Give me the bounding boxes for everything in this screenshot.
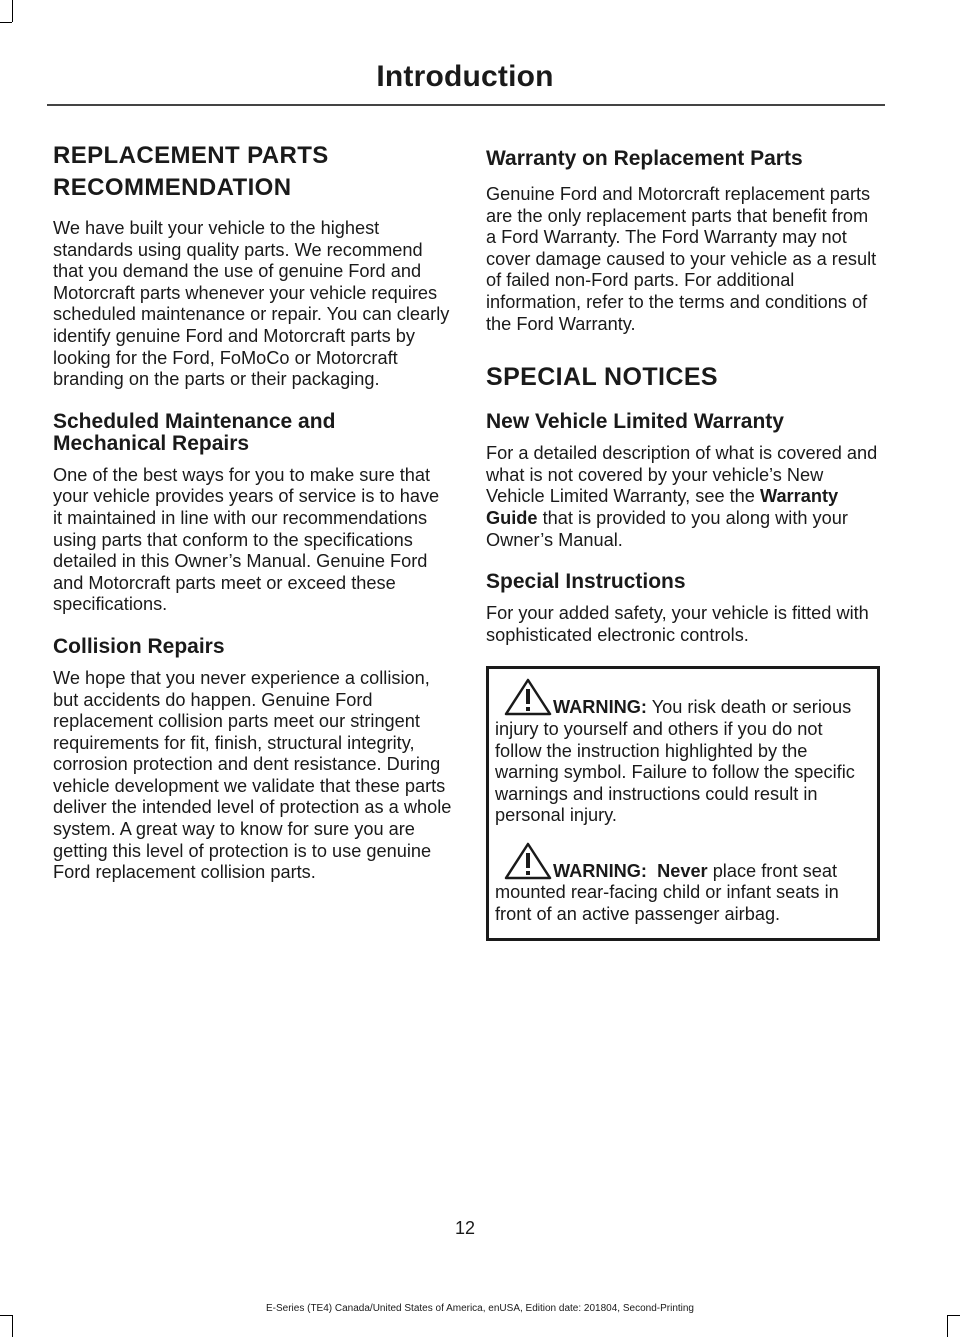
heading-line-1: REPLACEMENT PARTS	[53, 142, 329, 169]
edition-info: E-Series (TE4) Canada/United States of America, enUSA, Edition date: 201804, Second-Printing	[265, 1303, 694, 1314]
crop-mark	[0, 22, 12, 23]
page-title: Introduction	[376, 60, 554, 93]
warning-item-1	[495, 697, 871, 827]
scheduled-maintenance-paragraph: One of the best ways for you to make sure that your vehicle provides years of service is to have it maintained in line with our recommendations using parts that conform to the specifications detailed in this Owner’s Manual. Genuine Ford and Motorcraft parts meet or exceed these specifications.	[53, 464, 440, 615]
warranty-replacement-paragraph: Genuine Ford and Motorcraft replacement parts are the only replacement parts that benefit from a Ford Warranty. The Ford Warranty may not cover damage caused to your vehicle as a result of failed non-Ford parts. For additional information, refer to the terms and conditions of the Ford Warranty.	[486, 184, 877, 334]
collision-repairs-heading: Collision Repairs	[53, 634, 225, 658]
special-instructions-heading: Special Instructions	[486, 570, 686, 594]
warranty-guide-emphasis: Warranty Guide	[486, 486, 839, 528]
crop-mark	[12, 0, 13, 22]
special-notices-heading: SPECIAL NOTICES	[486, 363, 718, 392]
warning-emphasis: Never	[646, 860, 708, 881]
warning-body: place front seat mounted rear-facing child or infant seats in front of an active passenger airbag.	[495, 860, 839, 925]
intro-paragraph: We have built your vehicle to the highest standards using quality parts. We recommend that you demand the use of genuine Ford and Motorcraft parts whenever your vehicle requires scheduled maintenance or repair. You can clearly identify genuine Ford and Motorcraft parts by looking for the Ford, FoMoCo or Motorcraft branding on the parts or their packaging.	[53, 218, 450, 390]
warning-triangle-icon	[503, 841, 553, 881]
warranty-replacement-heading: Warranty on Replacement Parts	[486, 147, 803, 170]
crop-mark	[12, 1315, 13, 1337]
special-instructions-paragraph: For your added safety, your vehicle is fitted with sophisticated electronic controls.	[486, 603, 869, 645]
warning-box	[486, 666, 880, 940]
crop-mark	[948, 1315, 960, 1316]
heading-line-2: RECOMMENDATION	[53, 174, 292, 201]
collision-repairs-paragraph: We hope that you never experience a collision, but accidents do happen. Genuine Ford replacement collision parts meet our stringent requirements for fit, finish, structural integrity, corrosion protection and dent resistance. During vehicle development we validate that these parts deliver the intended level of protection as a whole system. A great way to know for sure you are getting this level of protection is to use genuine Ford replacement collision parts.	[53, 667, 452, 883]
scheduled-maintenance-heading: Scheduled Maintenance and Mechanical Repairs	[53, 409, 336, 455]
warning-triangle-icon	[503, 677, 553, 717]
nvlw-text-before: For a detailed description of what is covered and what is not covered by your vehicle’s New Vehicle Limited Warranty, see the	[486, 443, 878, 507]
crop-mark	[947, 1315, 948, 1337]
left-column	[53, 140, 453, 904]
header-divider	[47, 104, 885, 106]
page-number: 12	[454, 1218, 476, 1238]
warning-item-2	[495, 861, 871, 926]
warning-label: WARNING:	[553, 860, 647, 881]
nvlw-heading: New Vehicle Limited Warranty	[486, 410, 784, 434]
nvlw-text-after: that is provided to you along with your Owner’s Manual.	[486, 507, 848, 550]
nvlw-paragraph	[486, 443, 880, 551]
crop-mark	[0, 1315, 12, 1316]
right-column	[486, 140, 880, 941]
replacement-parts-heading	[53, 140, 453, 204]
warning-body: You risk death or serious injury to yourself and others if you do not follow the instruction highlighted by the warning symbol. Failure to follow the specific warnings and instructions could result in personal injury.	[495, 697, 855, 826]
warning-label: WARNING:	[553, 697, 647, 718]
